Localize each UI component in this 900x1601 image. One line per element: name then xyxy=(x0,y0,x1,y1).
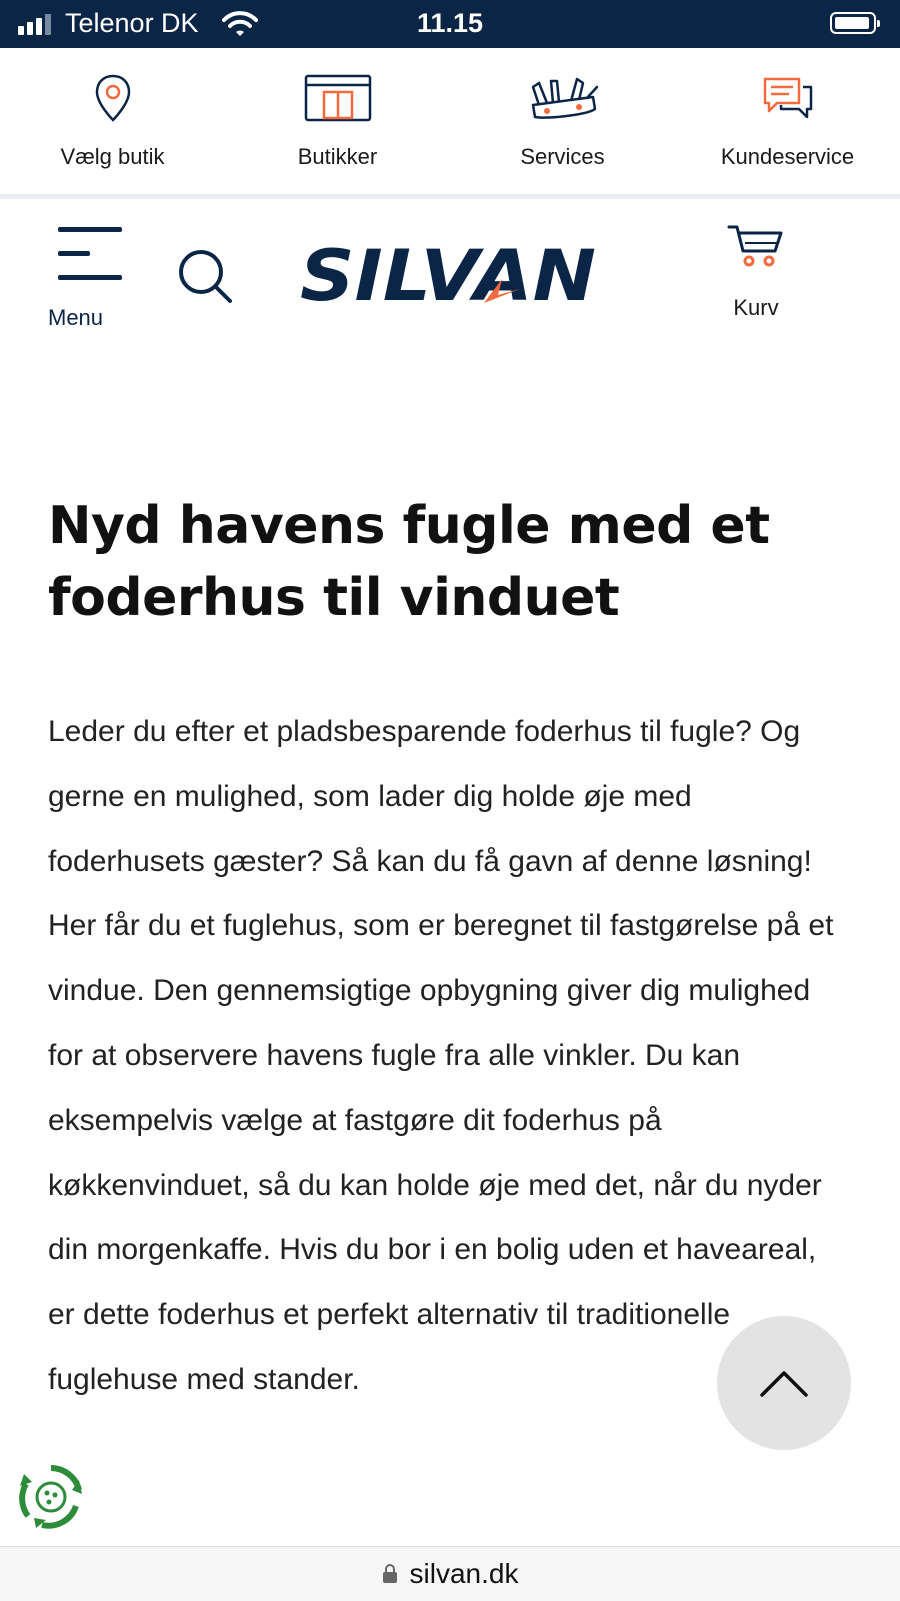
nav-stores-label: Butikker xyxy=(297,144,378,169)
main-header xyxy=(0,199,900,349)
nav-choose-store-label: Vælg butik xyxy=(60,144,165,169)
search-icon[interactable] xyxy=(176,247,234,305)
nav-choose-store[interactable] xyxy=(0,48,225,194)
article-body: Leder du efter et pladsbesparende foderhus til fugle? Og gerne en mulighed, som lader dig holde øje med foderhusets gæster? Så kan du få gavn af denne løsning! Her får du et fuglehus, som er beregnet til fastgørelse på et vindue. Den gennemsigtige opbygning giver dig mulighed for at observere havens fugle fra alle vinkler. Du kan eksempelvis vælge at fastgøre dit foderhus på køkkenvinduet, så du kan holde øje med det, når du nyder din morgenkaffe. Hvis du bor i en bolig uden et haveareal, er dette foderhus et perfekt alternativ til traditionelle fuglehuse med stander. xyxy=(48,715,834,1396)
cart-icon xyxy=(727,223,785,269)
eco-badge-icon[interactable] xyxy=(16,1462,86,1532)
nav-customer-service[interactable] xyxy=(675,48,900,194)
browser-url-bar[interactable] xyxy=(0,1546,900,1601)
silvan-logo[interactable] xyxy=(298,237,598,309)
article xyxy=(48,490,848,1413)
article-title: Nyd havens fugle med et foderhus til vinduet xyxy=(48,496,770,628)
chevron-up-icon xyxy=(759,1368,809,1398)
cart-label: Kurv xyxy=(733,295,779,320)
logo-text: SILVAN xyxy=(300,237,596,309)
scroll-to-top-button[interactable] xyxy=(717,1316,851,1450)
nav-customer-service-label: Kundeservice xyxy=(720,144,855,169)
location-pin-icon xyxy=(93,73,133,123)
cart-button[interactable] xyxy=(716,223,796,333)
status-bar xyxy=(0,0,900,48)
nav-stores[interactable] xyxy=(225,48,450,194)
utility-nav xyxy=(0,48,900,194)
url-text: silvan.dk xyxy=(409,1558,519,1589)
multitool-icon xyxy=(527,75,599,121)
clock: 11.15 xyxy=(416,8,484,38)
menu-button[interactable] xyxy=(48,227,128,337)
chat-icon xyxy=(761,75,815,121)
menu-label: Menu xyxy=(48,305,104,330)
nav-services-label: Services xyxy=(520,144,605,169)
nav-services[interactable] xyxy=(450,48,675,194)
lock-icon xyxy=(382,1564,398,1584)
store-icon xyxy=(304,74,372,122)
carrier-name: Telenor DK xyxy=(65,8,199,38)
battery-icon xyxy=(830,12,876,34)
